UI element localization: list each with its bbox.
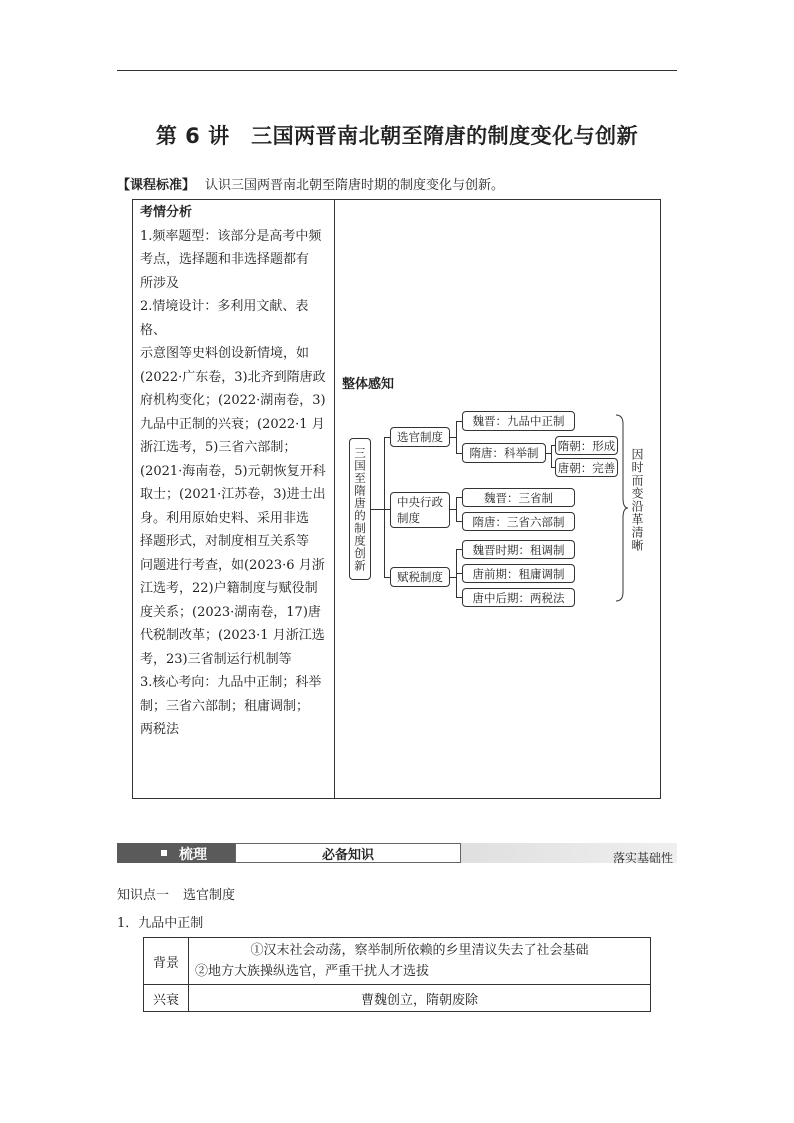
page-title: 第 6 讲 三国两晋南北朝至隋唐的制度变化与创新 xyxy=(155,124,639,148)
mindmap-node: 唐中后期：两税法 xyxy=(462,588,575,607)
category-node: 选官制度 xyxy=(390,427,450,447)
root-node: 三国至隋唐的制度创新 xyxy=(349,438,371,580)
banner-note: 落实基础性 xyxy=(612,851,673,865)
kp-title: 选官制度 xyxy=(183,888,236,903)
section-banner xyxy=(117,843,677,863)
cell-line: ②地方大族操纵选官，严重干扰人才选拔 xyxy=(195,964,430,979)
mindmap-node: 隋唐：三省六部制 xyxy=(462,512,575,531)
table-row-label: 背景 xyxy=(144,938,189,985)
mindmap-node: 唐前期：租庸调制 xyxy=(462,564,575,583)
connector xyxy=(371,509,384,510)
analysis-line: (2022·广东卷，3)北齐到隋唐政 xyxy=(140,369,326,385)
mindmap-node: 隋朝：形成 xyxy=(555,436,618,455)
connector xyxy=(456,497,457,522)
connector xyxy=(384,437,385,578)
square-bullet-icon xyxy=(161,850,167,856)
knowledge-point-heading xyxy=(117,884,235,903)
analysis-line: 制；三省六部制；租庸调制； xyxy=(140,698,310,714)
mindmap-node: 唐朝：完善 xyxy=(555,458,618,477)
category-node-label: 中央行政制度 xyxy=(397,495,443,525)
analysis-line: 2.情境设计：多利用文献、表格、 xyxy=(140,299,309,338)
banner-tab: 必备知识 xyxy=(235,843,461,863)
analysis-line: 所涉及 xyxy=(140,275,180,291)
analysis-line: 九品中正制的兴衰；(2022·1 月 xyxy=(140,416,325,432)
analysis-line: 浙江选考，5)三省六部制； xyxy=(140,440,297,455)
analysis-line: 1.频率题型：该部分是高考中频 xyxy=(140,228,322,244)
exam-analysis xyxy=(140,201,330,742)
mindmap-node: 魏晋：九品中正制 xyxy=(462,411,575,431)
analysis-line: (2021·海南卷，5)元朝恢复开科 xyxy=(140,463,326,479)
table-cell: 曹魏创立，隋朝废除 xyxy=(189,985,651,1012)
course-standard-label: 【课程标准】 xyxy=(117,178,196,193)
analysis-line: 择题形式，对制度相互关系等 xyxy=(140,534,310,549)
table-row xyxy=(144,938,651,985)
analysis-line: 3.核心考向：九品中正制；科举 xyxy=(140,675,322,690)
right-brace xyxy=(615,414,629,602)
table-row xyxy=(144,985,651,1012)
overview-divider xyxy=(334,199,335,799)
analysis-line: 度关系；(2023·湖南卷，17)唐 xyxy=(140,604,321,620)
overview-heading: 整体感知 xyxy=(342,377,395,392)
table-row-label: 兴衰 xyxy=(144,985,189,1012)
exam-analysis-heading: 考情分析 xyxy=(140,205,193,220)
analysis-line: 示意图等史料创设新情境，如 xyxy=(140,346,310,361)
cell-line: ①汉末社会动荡，察举制所依赖的乡里清议失去了社会基础 xyxy=(250,943,589,958)
table-cell xyxy=(189,938,651,985)
category-node xyxy=(390,492,450,528)
mindmap-node: 魏晋时期：租调制 xyxy=(462,540,575,559)
mindmap-node: 魏晋：三省制 xyxy=(462,488,575,507)
mindmap-node: 隋唐：科举制 xyxy=(462,443,546,463)
analysis-line: 考点，选择题和非选择题都有 xyxy=(140,252,310,267)
analysis-line: 两税法 xyxy=(140,722,180,737)
banner-dark-block xyxy=(117,843,235,863)
top-rule xyxy=(117,70,677,71)
connector xyxy=(456,421,457,454)
category-node: 赋税制度 xyxy=(390,567,450,587)
banner-label: 梳理 xyxy=(179,847,207,863)
summary-text: 因时而变沿革清晰 xyxy=(630,448,644,552)
nine-rank-table xyxy=(143,937,651,1012)
analysis-line: 问题进行考查，如(2023·6 月浙 xyxy=(140,557,325,573)
connector xyxy=(551,445,552,468)
course-standard xyxy=(117,174,504,193)
analysis-line: 身。利用原始史料、采用非选 xyxy=(140,510,310,526)
analysis-line: 考，23)三省制运行机制等 xyxy=(140,651,292,667)
analysis-line: 取士；(2021·江苏卷，3)进士出 xyxy=(140,487,326,502)
course-standard-text: 认识三国两晋南北朝至隋唐时期的制度变化与创新。 xyxy=(205,178,505,193)
subheading: 1．九品中正制 xyxy=(117,916,204,931)
analysis-line: 代税制改革；(2023·1 月浙江选 xyxy=(140,628,325,643)
kp-label: 知识点一 xyxy=(117,888,170,903)
analysis-line: 府机构变化；(2022·湖南卷，3) xyxy=(140,393,326,408)
analysis-line: 江选考，22)户籍制度与赋役制 xyxy=(140,581,318,596)
